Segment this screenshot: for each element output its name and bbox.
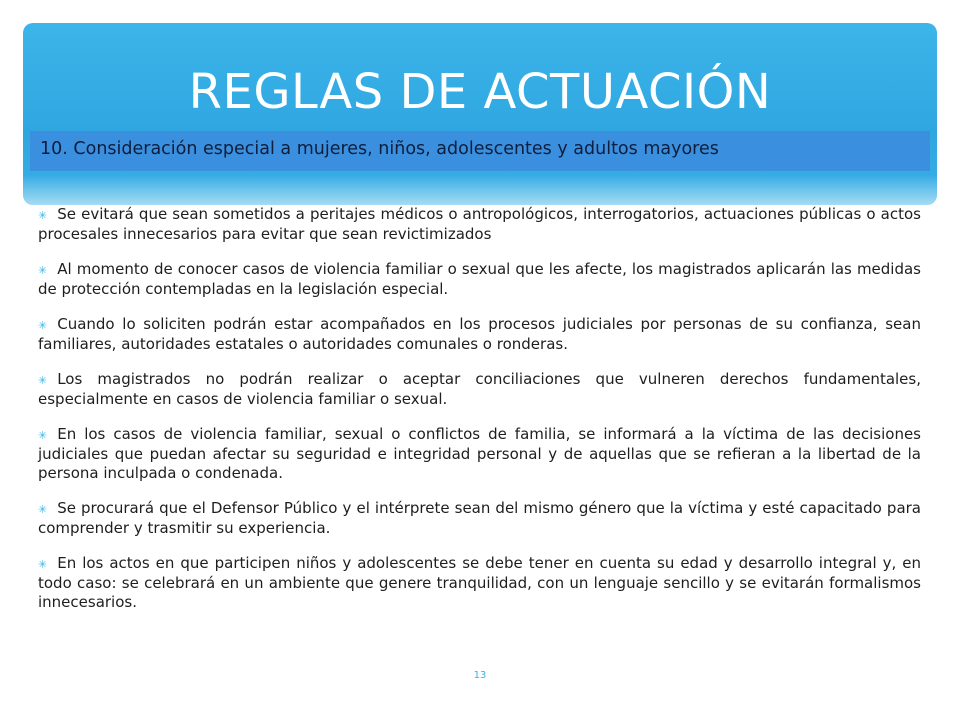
slide-subtitle: 10. Consideración especial a mujeres, niños, adolescentes y adultos mayores [40, 139, 719, 159]
bullet-item [38, 315, 921, 354]
bullet-item [38, 499, 921, 538]
bullet-item [38, 370, 921, 409]
slide-title: REGLAS DE ACTUACIÓN [188, 64, 772, 120]
bullet-item [38, 554, 921, 612]
page-number: 13 [473, 670, 487, 681]
bullet-text: En los actos en que participen niños y adolescentes se debe tener en cuenta su edad y desarrollo integral y, en todo caso: se celebrará en un ambiente que genere tranquilidad, con un lenguaje sencillo y se evitarán formalismos innecesarios. [38, 554, 921, 611]
bullet-star-icon: ✳ [38, 429, 48, 442]
bullet-list [38, 205, 921, 628]
bullet-text: Se procurará que el Defensor Público y el intérprete sean del mismo género que la víctima y esté capacitado para comprender y trasmitir su experiencia. [38, 499, 921, 537]
bullet-star-icon: ✳ [38, 319, 48, 332]
bullet-item [38, 260, 921, 299]
bullet-text: Cuando lo soliciten podrán estar acompañados en los procesos judiciales por personas de su confianza, sean familiares, autoridades estatales o autoridades comunales o ronderas. [38, 315, 921, 353]
bullet-star-icon: ✳ [38, 264, 48, 277]
bullet-star-icon: ✳ [38, 558, 48, 571]
bullet-item [38, 205, 921, 244]
subtitle-bar [30, 131, 930, 171]
bullet-star-icon: ✳ [38, 209, 48, 222]
bullet-star-icon: ✳ [38, 374, 48, 387]
bullet-text: Los magistrados no podrán realizar o aceptar conciliaciones que vulneren derechos fundamentales, especialmente en casos de violencia familiar o sexual. [38, 370, 921, 408]
bullet-text: Se evitará que sean sometidos a peritajes médicos o antropológicos, interrogatorios, actuaciones públicas o actos procesales innecesarios para evitar que sean revictimizados [38, 205, 921, 243]
bullet-text: En los casos de violencia familiar, sexual o conflictos de familia, se informará a la víctima de las decisiones judiciales que puedan afectar su seguridad e integridad personal y de aquellas que se refieran a la libertad de la persona inculpada o condenada. [38, 425, 921, 482]
bullet-text: Al momento de conocer casos de violencia familiar o sexual que les afecte, los magistrados aplicarán las medidas de protección contempladas en la legislación especial. [38, 260, 921, 298]
bullet-item [38, 425, 921, 483]
bullet-star-icon: ✳ [38, 503, 48, 516]
